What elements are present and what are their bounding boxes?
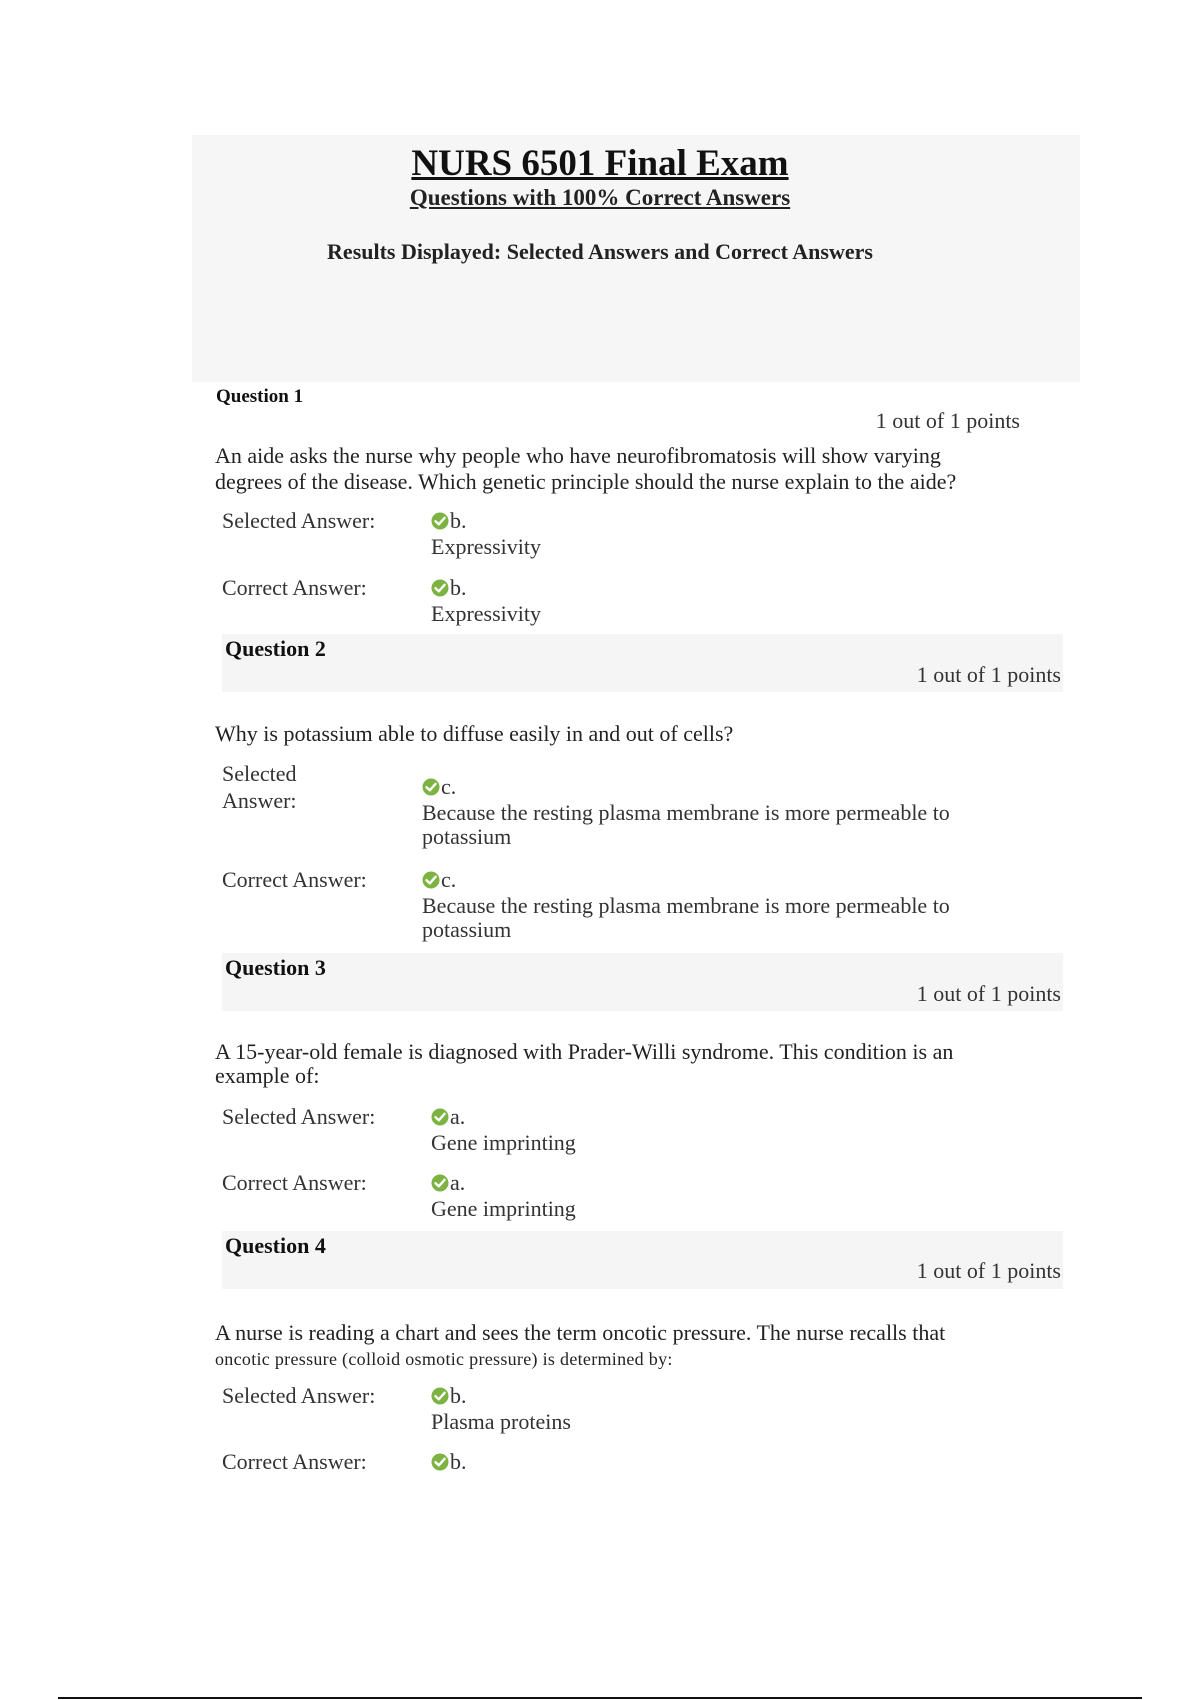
answer-choice [431,1104,576,1130]
question-title: Question 4 [225,1233,326,1258]
green-check-icon [431,579,449,597]
answer-text: Expressivity [431,601,541,626]
selected-answer-label: Selected Answer: [222,1383,376,1408]
answer-choice [431,1383,571,1409]
answer-letter: b. [450,1383,467,1408]
answer-letter: a. [450,1104,466,1129]
exam-subtitle: Questions with 100% Correct Answers [409,185,791,210]
question-text [215,443,1005,495]
green-check-icon [422,871,440,889]
exam-title: NURS 6501 Final Exam [411,143,789,184]
correct-answer [422,867,950,941]
question-text-line: A nurse is reading a chart and sees the term oncotic pressure. The nurse recalls that [215,1320,946,1345]
answer-choice [422,867,950,893]
answer-letter: b. [450,1449,467,1474]
results-displayed-line: Results Displayed: Selected Answers and Correct Answers [327,239,873,264]
green-check-icon [431,1174,449,1192]
correct-answer-label: Correct Answer: [222,867,367,892]
answer-choice [431,575,541,601]
question-points: 1 out of 1 points [875,408,1020,433]
selected-answer-label [222,760,392,814]
answer-text: potassium [422,824,512,849]
selected-answer-label: Selected Answer: [222,1104,376,1129]
page-bottom-rule [58,1697,1142,1699]
correct-answer [431,1170,576,1222]
selected-answer [422,774,950,848]
question-text [215,1320,1005,1372]
correct-answer [431,575,541,627]
question-title: Question 2 [225,636,326,661]
green-check-icon [431,1453,449,1471]
selected-answer [431,1104,576,1156]
question-title: Question 3 [225,955,326,980]
answer-text: Because the resting plasma membrane is more permeable to [422,893,950,918]
question-points: 1 out of 1 points [916,662,1061,687]
question-points: 1 out of 1 points [916,1258,1061,1283]
green-check-icon [431,1108,449,1126]
question-text-line: example of: [215,1063,320,1088]
answer-letter: a. [450,1170,466,1195]
green-check-icon [422,778,440,796]
answer-choice [422,774,950,800]
question-text-line: An aide asks the nurse why people who have neurofibromatosis will show varying [215,443,941,468]
answer-letter: b. [450,508,467,533]
green-check-icon [431,1387,449,1405]
question-text-line: Why is potassium able to diffuse easily in and out of cells? [215,721,734,746]
label-line: Selected [222,761,297,786]
green-check-icon [431,512,449,530]
selected-answer [431,508,541,560]
answer-text: Because the resting plasma membrane is more permeable to [422,800,950,825]
question-text [215,1040,1005,1088]
answer-text: Expressivity [431,534,541,559]
answer-letter: c. [441,867,457,892]
correct-answer-label: Correct Answer: [222,575,367,600]
answer-text: Plasma proteins [431,1409,571,1434]
question-text-line: oncotic pressure (colloid osmotic pressure) is determined by: [215,1349,673,1369]
question-text [215,721,1005,747]
correct-answer [431,1449,467,1475]
answer-choice [431,1170,576,1196]
question-text-line: degrees of the disease. Which genetic principle should the nurse explain to the aide? [215,469,957,494]
question-title: Question 1 [216,386,304,407]
answer-text: Gene imprinting [431,1196,576,1221]
question-points: 1 out of 1 points [916,981,1061,1006]
label-line: Answer: [222,788,297,813]
selected-answer [431,1383,571,1435]
correct-answer-label: Correct Answer: [222,1449,367,1474]
correct-answer-label: Correct Answer: [222,1170,367,1195]
answer-text: potassium [422,917,512,942]
answer-text: Gene imprinting [431,1130,576,1155]
answer-choice [431,1449,467,1475]
answer-letter: c. [441,774,457,799]
answer-choice [431,508,541,534]
answer-letter: b. [450,575,467,600]
selected-answer-label: Selected Answer: [222,508,376,533]
question-text-line: A 15-year-old female is diagnosed with Prader-Willi syndrome. This condition is an [215,1039,954,1064]
